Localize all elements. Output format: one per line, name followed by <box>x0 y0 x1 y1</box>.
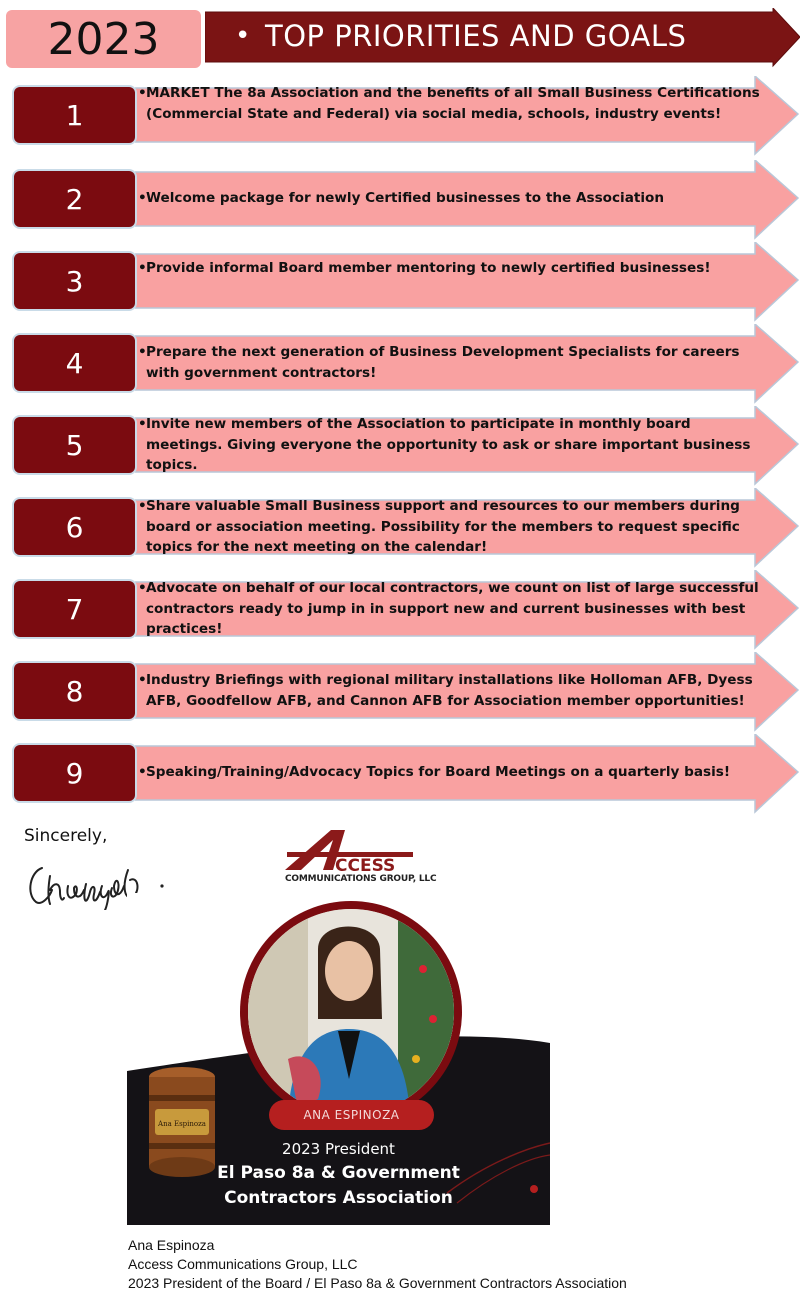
gavel-icon <box>145 1065 220 1183</box>
page-title: TOP PRIORITIES AND GOALS <box>265 19 687 53</box>
priority-number: 6 <box>14 499 135 555</box>
priority-row <box>0 406 800 488</box>
card-org-line1: El Paso 8a & Government <box>217 1163 460 1183</box>
priority-text: • Welcome package for newly Certified businesses to the Association <box>138 190 665 206</box>
priority-text: • Share valuable Small Business support and resources to our members during board or association meeting. Possibility for the members to request specific topics for the next meeting on the calendar! <box>138 498 740 555</box>
priority-row <box>0 76 800 158</box>
priority-number: 4 <box>14 335 135 391</box>
priority-row <box>0 734 800 816</box>
name-badge: ANA ESPINOZA <box>269 1100 434 1130</box>
gavel-plate-text: Ana Espinoza <box>158 1120 206 1128</box>
signer-name: Ana Espinoza <box>128 1237 215 1253</box>
priority-number: 9 <box>14 745 135 801</box>
priority-text: • Invite new members of the Association to participate in monthly board meetings. Giving everyone the opportunity to ask or share important business topics. <box>138 416 751 473</box>
priority-text: • Industry Briefings with regional military installations like Holloman AFB, Dyess AFB, Goodfellow AFB, and Cannon AFB for Association member opportunities! <box>138 672 753 709</box>
signer-company: Access Communications Group, LLC <box>128 1256 358 1272</box>
priority-text: • Provide informal Board member mentoring to newly certified businesses! <box>138 260 711 276</box>
priority-text: • Speaking/Training/Advocacy Topics for Board Meetings on a quarterly basis! <box>138 764 731 780</box>
priority-number: 8 <box>14 663 135 719</box>
salutation: Sincerely, <box>24 826 108 846</box>
title-bullet: • <box>235 21 251 51</box>
year-badge <box>6 10 201 68</box>
priority-text: • Advocate on behalf of our local contractors, we count on list of large successful contractors ready to jump in in support new and current businesses with best practices! <box>138 580 759 637</box>
priority-row <box>0 324 800 406</box>
priority-row <box>0 242 800 324</box>
logo-mark <box>283 826 423 876</box>
logo-subtitle: COMMUNICATIONS GROUP, LLC <box>285 874 437 884</box>
card-role: 2023 President <box>282 1140 395 1158</box>
priority-number: 5 <box>14 417 135 473</box>
card-org-line2: Contractors Association <box>224 1188 453 1208</box>
signer-title: 2023 President of the Board / El Paso 8a & Government Contractors Association <box>128 1275 627 1291</box>
portrait-illustration <box>248 909 454 1115</box>
priority-row <box>0 652 800 734</box>
priority-number: 7 <box>14 581 135 637</box>
year-text: 2023 <box>47 13 160 65</box>
priority-number: 2 <box>14 171 135 227</box>
logo-text: CCESS <box>335 856 396 876</box>
priority-row <box>0 488 800 570</box>
priority-row <box>0 160 800 242</box>
priority-row <box>0 570 800 652</box>
president-card <box>127 893 550 1225</box>
priority-text: • MARKET The 8a Association and the benefits of all Small Business Certifications (Commercial State and Federal) via social media, schools, industry events! <box>138 85 760 122</box>
priority-arrow-shape <box>135 242 800 324</box>
priority-number: 1 <box>14 87 135 143</box>
priority-number: 3 <box>14 253 135 309</box>
title-banner <box>205 8 800 70</box>
priority-text: • Prepare the next generation of Business Development Specialists for careers with government contractors! <box>138 344 740 381</box>
portrait-photo <box>248 909 454 1115</box>
